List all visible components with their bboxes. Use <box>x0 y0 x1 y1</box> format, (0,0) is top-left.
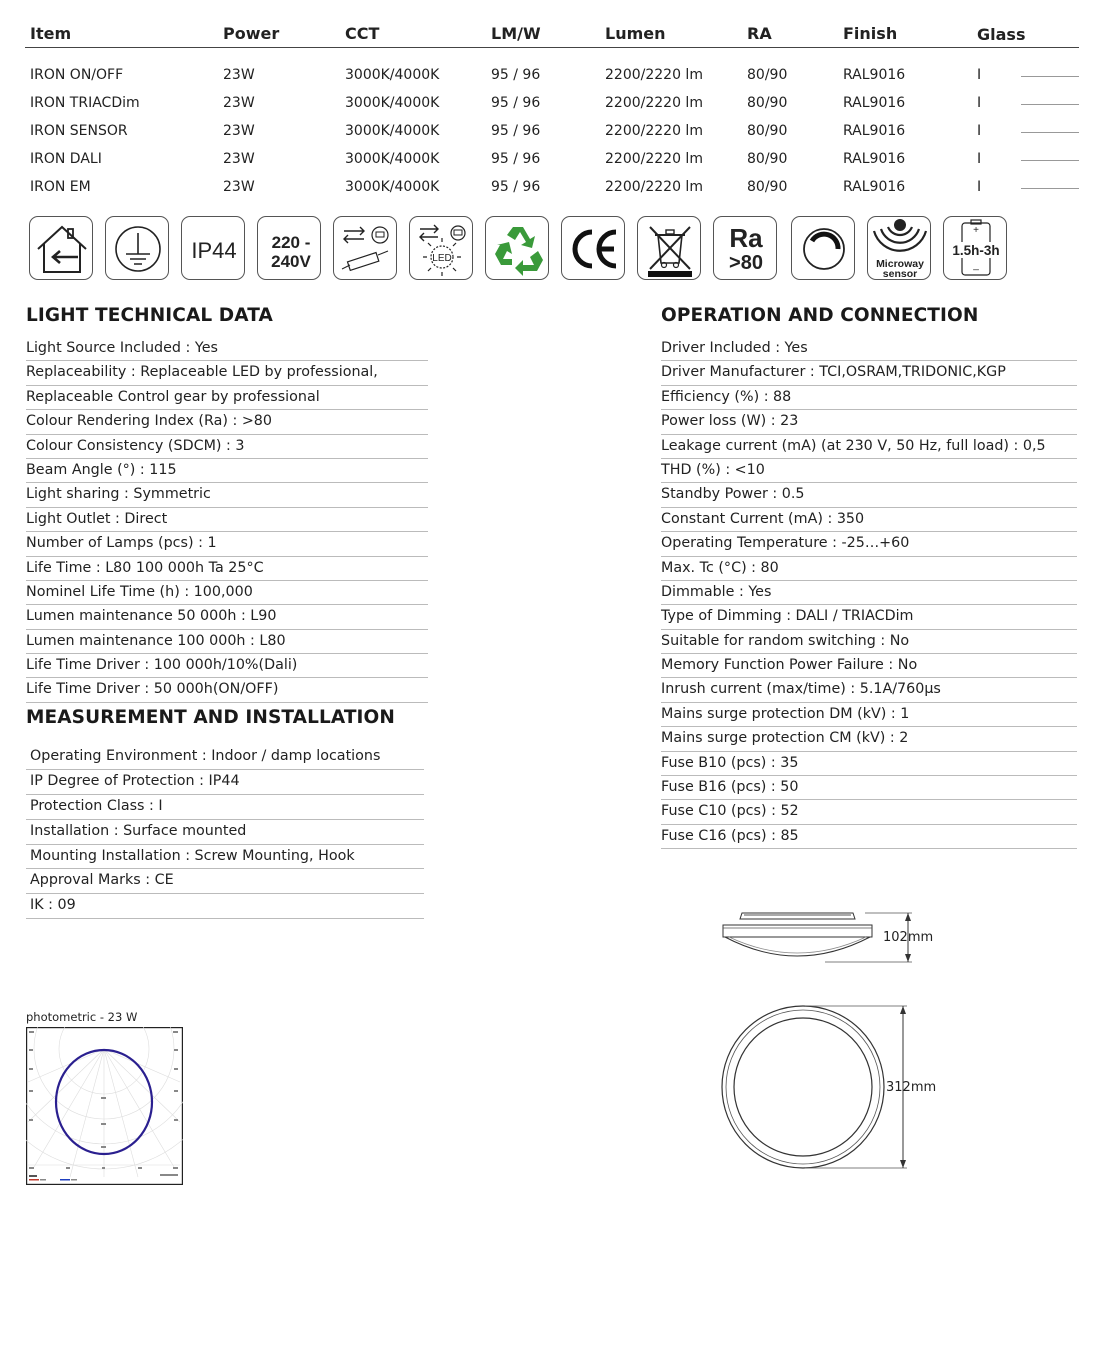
header-cct: CCT <box>345 24 380 43</box>
spec-row: Fuse B16 (pcs) : 50 <box>661 776 1077 800</box>
cell-ra: 80/90 <box>747 95 788 111</box>
cell-cct: 3000K/4000K <box>345 179 440 195</box>
spec-row: Memory Function Power Failure : No <box>661 654 1077 678</box>
voltage-line1: 220 - <box>271 233 311 252</box>
ip44-text: IP44 <box>191 238 237 263</box>
spec-row: Lumen maintenance 50 000h : L90 <box>26 605 428 629</box>
spec-row: Standby Power : 0.5 <box>661 483 1077 507</box>
cell-finish: RAL9016 <box>843 123 906 139</box>
cell-lumen: 2200/2220 lm <box>605 95 703 111</box>
spec-row: Mains surge protection DM (kV) : 1 <box>661 703 1077 727</box>
header-item: Item <box>30 24 72 43</box>
cell-lumen: 2200/2220 lm <box>605 123 703 139</box>
cell-finish: RAL9016 <box>843 179 906 195</box>
spec-row: Replaceable Control gear by professional <box>26 386 428 410</box>
microwave-line1: Microway <box>876 258 924 270</box>
spec-row: Colour Rendering Index (Ra) : >80 <box>26 410 428 434</box>
spec-row: Approval Marks : CE <box>26 869 424 894</box>
cell-ra: 80/90 <box>747 179 788 195</box>
header-glass: Glass <box>977 25 1026 44</box>
ce-mark-icon <box>561 216 625 280</box>
cell-cct: 3000K/4000K <box>345 67 440 83</box>
spec-row: Colour Consistency (SDCM) : 3 <box>26 435 428 459</box>
ip44-icon <box>181 216 245 280</box>
table-row <box>25 48 1079 83</box>
cell-lumen: 2200/2220 lm <box>605 151 703 167</box>
cell-lmw: 95 / 96 <box>491 67 541 83</box>
header-lmw: LM/W <box>491 24 541 43</box>
cell-finish: RAL9016 <box>843 95 906 111</box>
battery-plus: + <box>973 225 979 236</box>
table-body <box>25 48 1079 195</box>
spec-row: Mains surge protection CM (kV) : 2 <box>661 727 1077 751</box>
cell-finish: RAL9016 <box>843 67 906 83</box>
spec-row: Light Source Included : Yes <box>26 337 428 361</box>
recycle-glyph <box>486 217 549 280</box>
cell-cct: 3000K/4000K <box>345 123 440 139</box>
spec-row: Life Time Driver : 100 000h/10%(Dali) <box>26 654 428 678</box>
spec-row: Fuse C16 (pcs) : 85 <box>661 825 1077 849</box>
weee-glyph <box>638 217 701 280</box>
cell-glass: I <box>977 67 982 83</box>
spec-row: Fuse B10 (pcs) : 35 <box>661 752 1077 776</box>
cell-glass: I <box>977 95 982 111</box>
voltage-glyph <box>258 217 321 280</box>
indoor-house-icon <box>29 216 93 280</box>
spec-row: Replaceability : Replaceable LED by professional, <box>26 361 428 385</box>
cell-lumen: 2200/2220 lm <box>605 179 703 195</box>
cell-lmw: 95 / 96 <box>491 95 541 111</box>
cell-glass: I <box>977 123 982 139</box>
light-technical-title: LIGHT TECHNICAL DATA <box>26 305 273 326</box>
measurement-title: MEASUREMENT AND INSTALLATION <box>26 707 395 728</box>
spec-row: Installation : Surface mounted <box>26 820 424 845</box>
table-row <box>25 132 1079 167</box>
spec-row: Max. Tc (°C) : 80 <box>661 557 1077 581</box>
spec-row: THD (%) : <10 <box>661 459 1077 483</box>
product-table <box>25 20 1079 195</box>
spec-row: Lumen maintenance 100 000h : L80 <box>26 630 428 654</box>
spec-row: Mounting Installation : Screw Mounting, Hook <box>26 845 424 870</box>
ground-glyph <box>106 217 169 280</box>
spec-row: Protection Class : I <box>26 795 424 820</box>
spec-row: Life Time Driver : 50 000h(ON/OFF) <box>26 678 428 702</box>
battery-glyph <box>944 217 1007 280</box>
dimmable-glyph <box>792 217 855 280</box>
spec-row: Dimmable : Yes <box>661 581 1077 605</box>
spec-row: Light sharing : Symmetric <box>26 483 428 507</box>
ra-icon <box>713 216 777 280</box>
operation-title: OPERATION AND CONNECTION <box>661 305 979 326</box>
recycle-icon <box>485 216 549 280</box>
cell-lumen: 2200/2220 lm <box>605 67 703 83</box>
ce-glyph <box>562 217 625 280</box>
header-ra: RA <box>747 24 772 43</box>
cell-cct: 3000K/4000K <box>345 95 440 111</box>
cell-power: 23W <box>223 151 255 167</box>
cell-ra: 80/90 <box>747 151 788 167</box>
spec-row: Driver Included : Yes <box>661 337 1077 361</box>
diameter-dimension: 312mm <box>886 1080 937 1095</box>
battery-time: 1.5h-3h <box>952 243 1000 258</box>
spec-row: Leakage current (mA) (at 230 V, 50 Hz, full load) : 0,5 <box>661 435 1077 459</box>
cell-item: IRON EM <box>30 179 91 195</box>
cell-glass: I <box>977 151 982 167</box>
cell-power: 23W <box>223 123 255 139</box>
earth-ground-icon <box>105 216 169 280</box>
cell-item: IRON DALI <box>30 151 102 167</box>
header-power: Power <box>223 24 280 43</box>
led-icon <box>409 216 473 280</box>
spec-row: Operating Temperature : -25…+60 <box>661 532 1077 556</box>
cell-power: 23W <box>223 67 255 83</box>
table-row <box>25 160 1079 195</box>
microwave-line2: sensor <box>882 268 918 280</box>
spec-row: Inrush current (max/time) : 5.1A/760µs <box>661 678 1077 702</box>
cell-cct: 3000K/4000K <box>345 151 440 167</box>
spec-row: Constant Current (mA) : 350 <box>661 508 1077 532</box>
driver-glyph <box>334 217 397 280</box>
led-glyph <box>410 217 473 280</box>
header-finish: Finish <box>843 24 898 43</box>
height-dimension: 102mm <box>883 930 934 945</box>
cell-power: 23W <box>223 179 255 195</box>
ra-line1: Ra <box>729 223 763 253</box>
dimmable-icon <box>791 216 855 280</box>
spec-row: Light Outlet : Direct <box>26 508 428 532</box>
spec-row: Type of Dimming : DALI / TRIACDim <box>661 605 1077 629</box>
measurement-list <box>26 745 424 919</box>
table-row <box>25 76 1079 111</box>
operation-list <box>661 337 1077 849</box>
spec-row: Number of Lamps (pcs) : 1 <box>26 532 428 556</box>
emergency-battery-icon <box>943 216 1007 280</box>
spec-row: Fuse C10 (pcs) : 52 <box>661 800 1077 824</box>
cell-lmw: 95 / 96 <box>491 151 541 167</box>
cell-lmw: 95 / 96 <box>491 123 541 139</box>
cell-ra: 80/90 <box>747 123 788 139</box>
light-technical-list <box>26 337 428 703</box>
ip44-glyph <box>182 217 245 280</box>
cell-ra: 80/90 <box>747 67 788 83</box>
spec-row: Power loss (W) : 23 <box>661 410 1077 434</box>
table-row <box>25 104 1079 139</box>
microwave-sensor-icon <box>867 216 931 280</box>
photometric-diagram <box>26 1027 183 1185</box>
ra-glyph <box>714 217 777 280</box>
microwave-glyph <box>868 217 931 280</box>
driver-icon <box>333 216 397 280</box>
weee-bin-icon <box>637 216 701 280</box>
spec-row: Operating Environment : Indoor / damp locations <box>26 745 424 770</box>
spec-row: Efficiency (%) : 88 <box>661 386 1077 410</box>
led-text: LED <box>432 253 452 264</box>
house-glyph <box>30 217 93 280</box>
battery-minus: _ <box>973 260 979 271</box>
spec-row: Beam Angle (°) : 115 <box>26 459 428 483</box>
ra-line2: >80 <box>729 252 763 274</box>
table-header <box>25 20 1079 48</box>
cell-power: 23W <box>223 95 255 111</box>
voltage-line2: 240V <box>271 252 311 271</box>
cell-item: IRON SENSOR <box>30 123 128 139</box>
spec-row: Suitable for random switching : No <box>661 630 1077 654</box>
spec-row: IK : 09 <box>26 894 424 919</box>
spec-row: Nominel Life Time (h) : 100,000 <box>26 581 428 605</box>
cell-finish: RAL9016 <box>843 151 906 167</box>
cell-item: IRON ON/OFF <box>30 67 124 83</box>
spec-row: Life Time : L80 100 000h Ta 25°C <box>26 557 428 581</box>
spec-row: Driver Manufacturer : TCI,OSRAM,TRIDONIC,KGP <box>661 361 1077 385</box>
voltage-icon <box>257 216 321 280</box>
cell-item: IRON TRIACDim <box>30 95 140 111</box>
glass-underline <box>1021 188 1079 189</box>
photometric-title: photometric - 23 W <box>26 1010 138 1024</box>
header-lumen: Lumen <box>605 24 666 43</box>
spec-row: IP Degree of Protection : IP44 <box>26 770 424 795</box>
cell-glass: I <box>977 179 982 195</box>
top-view-drawing <box>715 1000 915 1175</box>
cell-lmw: 95 / 96 <box>491 179 541 195</box>
